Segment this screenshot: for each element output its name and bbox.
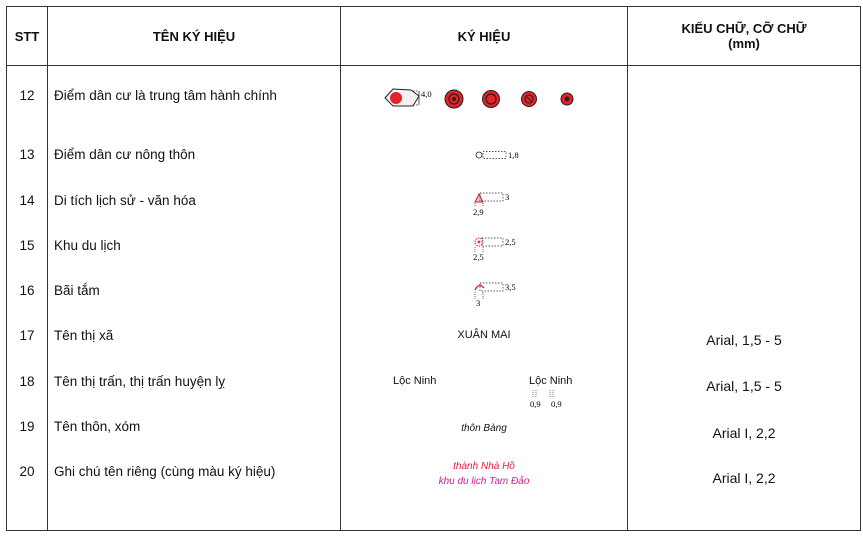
stt-column	[7, 66, 48, 531]
township-name-sample-2: Lộc Ninh	[529, 375, 573, 387]
beach-width-label: 3,5	[505, 282, 516, 292]
rural-dim-box	[483, 152, 506, 159]
admin-dim-label: 4,0	[421, 89, 432, 99]
admin-level-1-icon	[445, 90, 463, 108]
stt-19: 19	[19, 419, 35, 434]
header-symbol: KÝ HIỆU	[341, 7, 628, 66]
name-column	[48, 66, 341, 531]
header-stt: STT	[7, 7, 48, 66]
note-sample-red: thành Nhà Hồ	[453, 461, 515, 472]
township-name-sample-1: Lộc Ninh	[393, 375, 437, 387]
note-sample-magenta: khu du lịch Tam Đảo	[438, 476, 530, 487]
town-name-sample: XUÂN MAI	[457, 329, 511, 341]
name-20: Ghi chú tên riêng (cùng màu ký hiệu)	[54, 464, 276, 479]
tourism-dim-box	[482, 238, 503, 246]
rural-dim-label: 1,8	[508, 150, 519, 160]
stt-13: 13	[19, 147, 35, 162]
stt-18: 18	[19, 374, 35, 389]
township-dim-marks	[529, 389, 575, 409]
symbol-column	[341, 66, 628, 531]
township-dim-label-2: 0,9	[551, 399, 562, 409]
name-13: Điểm dân cư nông thôn	[54, 147, 196, 162]
header-name: TÊN KÝ HIỆU	[48, 7, 341, 66]
name-17: Tên thị xã	[54, 328, 114, 343]
font-18: Arial, 1,5 - 5	[706, 378, 782, 394]
font-20: Arial I, 2,2	[712, 470, 776, 486]
beach-umbrella-icon	[475, 285, 484, 290]
header-font	[628, 7, 861, 66]
relic-dim-box	[480, 193, 503, 201]
font-17: Arial, 1,5 - 5	[706, 332, 782, 348]
rural-settlement-symbol	[475, 147, 535, 163]
name-14: Di tích lịch sử - văn hóa	[54, 193, 196, 208]
admin-center-symbols	[381, 84, 591, 112]
admin-level-4-icon	[561, 93, 573, 105]
name-16: Bãi tắm	[54, 283, 100, 298]
header-row	[7, 7, 861, 66]
name-19: Tên thôn, xóm	[54, 419, 141, 434]
stt-14: 14	[19, 193, 35, 208]
name-18: Tên thị trấn, thị trấn huyện lỵ	[54, 374, 226, 389]
tourism-width-label: 2,5	[505, 237, 516, 247]
stt-15: 15	[19, 238, 35, 253]
hamlet-name-sample: thôn Bàng	[461, 423, 507, 434]
tourism-symbol	[471, 233, 531, 261]
symbol-table	[6, 6, 861, 531]
beach-height-label: 3	[476, 298, 481, 308]
admin-level-2-icon	[483, 91, 500, 108]
admin-center-framed-icon	[385, 89, 419, 106]
font-column	[628, 66, 861, 531]
township-dim-label-1: 0,9	[530, 399, 541, 409]
name-15: Khu du lịch	[54, 238, 121, 253]
stt-16: 16	[19, 283, 35, 298]
tourism-height-label: 2,5	[473, 252, 484, 261]
relic-height-label: 2,9	[473, 207, 484, 216]
name-12: Điểm dân cư là trung tâm hành chính	[54, 88, 277, 103]
admin-level-3-icon	[522, 92, 537, 107]
relic-symbol	[471, 188, 531, 216]
beach-symbol	[471, 278, 531, 308]
header-font-line2: (mm)	[728, 36, 760, 51]
rural-circle-icon	[476, 152, 482, 158]
header-font-line1: KIỂU CHỮ, CỠ CHỮ	[681, 21, 807, 36]
stt-17: 17	[19, 328, 35, 343]
font-19: Arial I, 2,2	[712, 425, 776, 441]
stt-20: 20	[19, 464, 35, 479]
stt-12: 12	[19, 88, 35, 103]
relic-width-label: 3	[505, 192, 510, 202]
